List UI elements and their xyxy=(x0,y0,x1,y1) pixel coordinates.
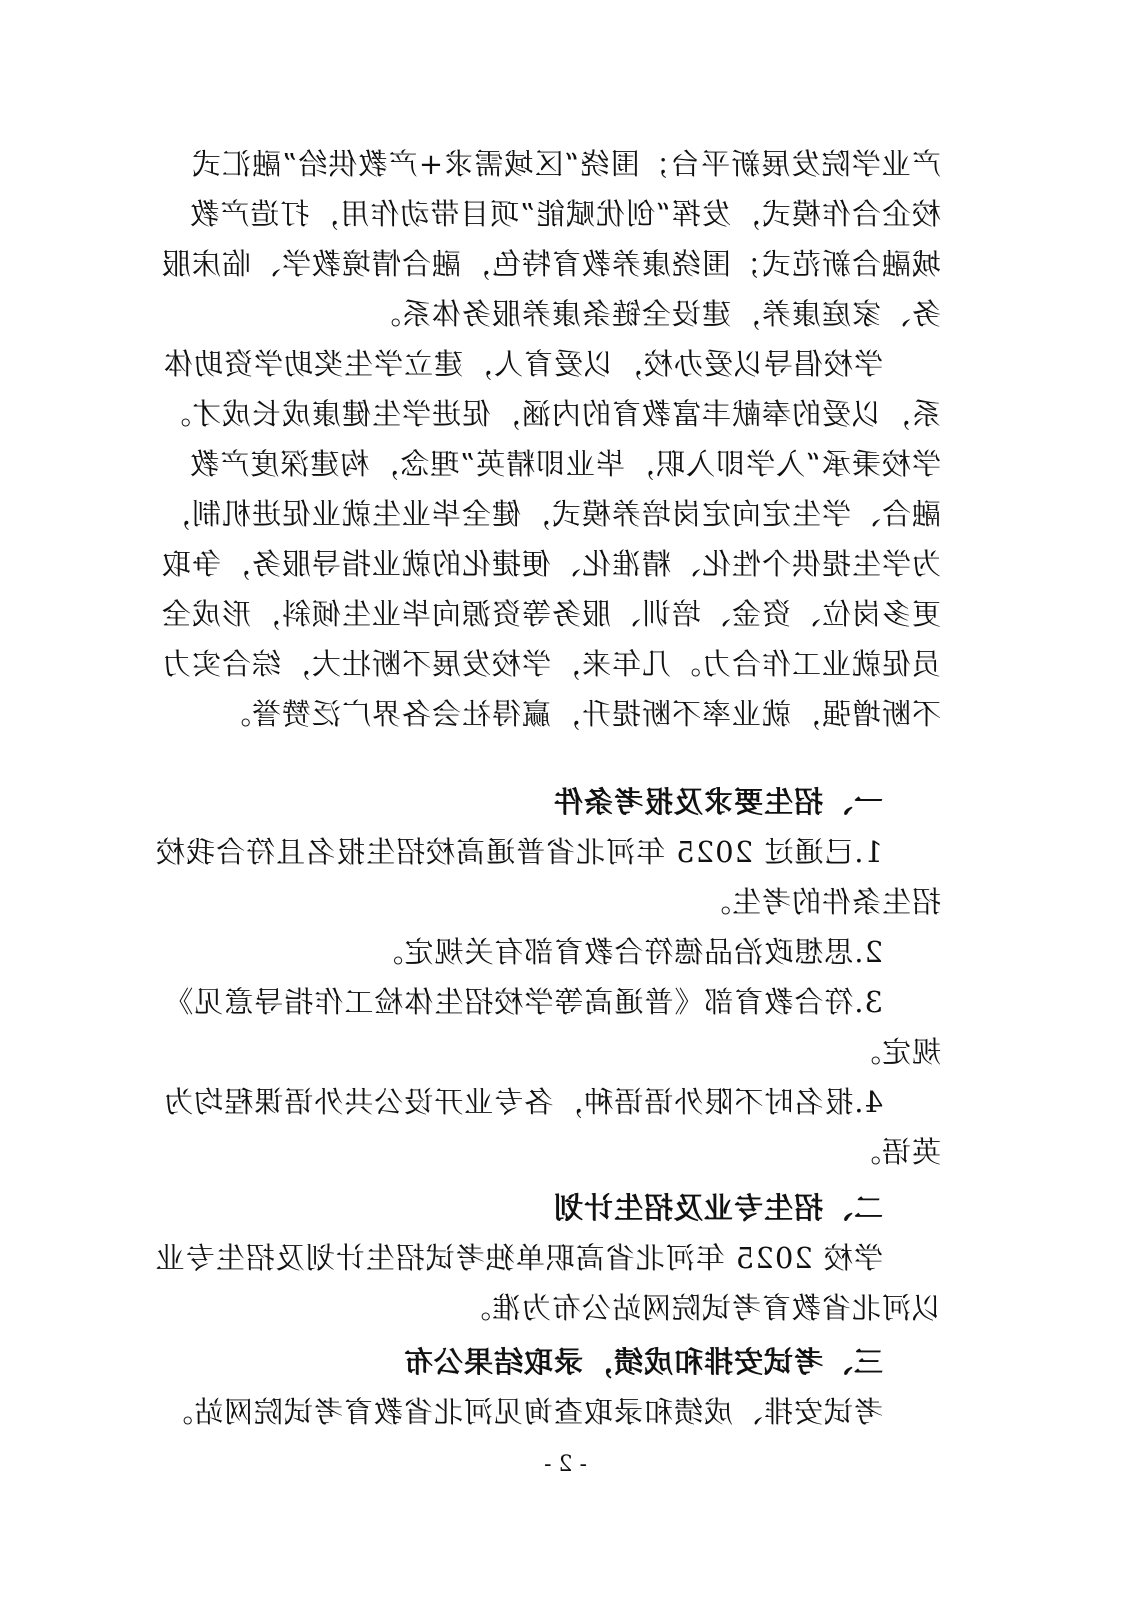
text-line: 1.已通过 2025 年河北省普通高校招生报名且符合我校 xyxy=(155,835,883,869)
text-line: 系，以爱的奉献丰富教育的内涵，促进学生健康成长成才。 xyxy=(160,397,941,431)
text-line: 员促就业工作合力。几年来，学校发展不断壮大，综合实力 xyxy=(160,647,941,681)
text-line: 3.符合教育部《普通高等学校招生体检工作指导意见》 xyxy=(163,985,883,1019)
text-line: 为学生提供个性化、精准化、便捷化的就业指导服务，争取 xyxy=(160,547,941,581)
section-requirements xyxy=(155,777,941,1177)
section-heading: 三、考试安排和成绩，录取结果公布 xyxy=(402,1345,883,1379)
text-line: 校企合作模式，发挥“创优赋能”项目带动作用，打造产教 xyxy=(189,197,941,231)
text-line: 融合、学生定向定岗培养模式，健全毕业生就业促进机制， xyxy=(160,497,941,531)
text-line: 学校秉承“入学即入职，毕业即精英”理念，构建深度产教 xyxy=(189,447,941,481)
section-heading: 二、招生专业及招生计划 xyxy=(552,1191,883,1225)
text-line: 2.思想政治品德符合教育部有关规定。 xyxy=(373,935,883,969)
text-line: 规定。 xyxy=(850,1035,941,1069)
text-line: 英语。 xyxy=(850,1135,941,1169)
section-heading: 一、招生要求及报考条件 xyxy=(552,785,883,819)
paragraph-intro xyxy=(160,139,941,339)
section-exam xyxy=(162,1337,941,1437)
paragraph-students xyxy=(160,339,941,739)
text-line: 学校 2025 年河北省高职单独考试招生计划及招生专业 xyxy=(154,1241,883,1275)
text-line: 学校倡导以爱办校，以爱育人，建立学生奖助学资助体 xyxy=(162,347,883,381)
text-line: 不断增强，就业率不断提升，赢得社会各界广泛赞誉。 xyxy=(220,697,941,731)
page-number: - 2 - xyxy=(544,1452,587,1477)
document-body xyxy=(154,139,941,1437)
section-plan xyxy=(154,1183,941,1333)
text-line: 城融合新范式；围绕康养教育特色，融合情境教学、临床服 xyxy=(160,247,941,281)
text-line: 更多岗位、资金、培训、服务等资源向毕业生倾斜，形成全 xyxy=(160,597,941,631)
text-line: 以河北省教育考试院网站公布为准。 xyxy=(460,1291,941,1325)
text-line: 4.报名时不限外语语种，各专业开设公共外语课程均为 xyxy=(163,1085,883,1119)
text-line: 考试安排、成绩和录取查询见河北省教育考试院网站。 xyxy=(162,1395,883,1429)
text-line: 招生条件的考生。 xyxy=(700,885,941,919)
text-line: 务、家庭康养，建设全链条康养服务体系。 xyxy=(370,297,941,331)
text-line: 产业学院发展新平台；围绕“区域需求+产教供给”融汇式 xyxy=(191,147,941,181)
